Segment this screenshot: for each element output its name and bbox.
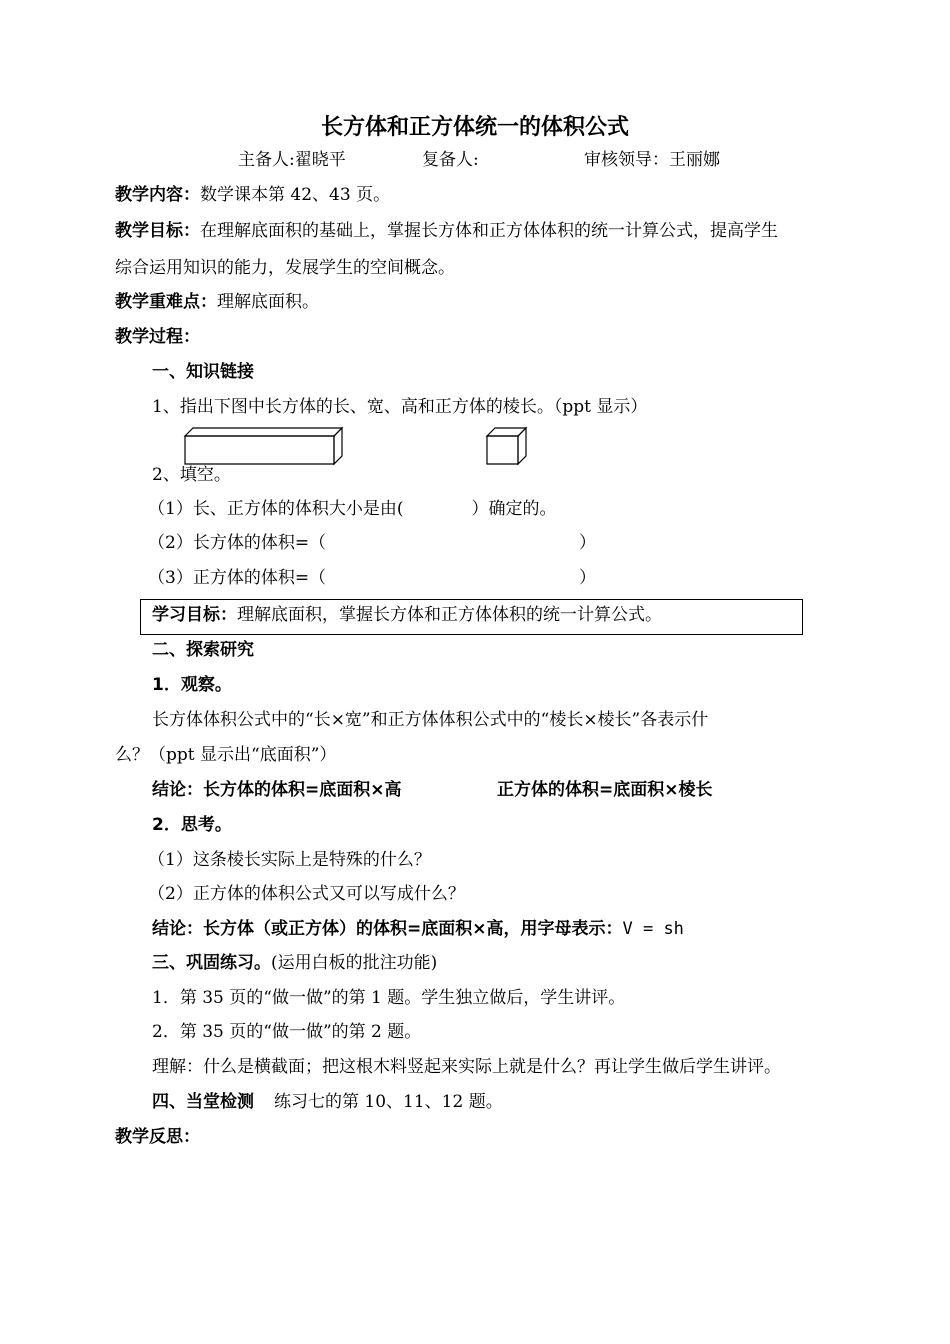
think-question-1: （1）这条棱长实际上是特殊的什么？ [148,850,431,870]
section2-heading: 二、探索研究 [152,640,254,660]
think-question-2: （2）正方体的体积公式又可以写成什么？ [148,884,465,904]
reflection-label: 教学反思： [115,1127,200,1147]
fill-blank-3-right: ） [579,568,596,588]
objective-text-line1: 在理解底面积的基础上，掌握长方体和正方体体积的统一计算公式，提高学生 [200,221,778,241]
conclusion-cuboid: 结论：长方体的体积=底面积×高 [152,780,402,800]
key-points-text: 理解底面积。 [217,292,319,312]
section1-heading: 一、知识链接 [152,362,254,382]
objective-label: 教学目标： [115,221,200,241]
conclusion-unified [152,917,684,941]
fill-blank-3-left: （3）正方体的体积=（ [148,568,327,588]
objective-row [115,219,778,243]
conclusion-cube: 正方体的体积=底面积×棱长 [497,780,713,800]
learning-goal-label: 学习目标： [152,605,237,625]
fill-blank-1: （1）长、正方体的体积大小是由( ）确定的。 [148,499,557,519]
section3-heading: 三、巩固练习。 [152,953,271,973]
learning-goal-row [152,603,662,627]
objective-text-line2: 综合运用知识的能力，发展学生的空间概念。 [115,258,455,278]
fill-blank-2-left: （2）长方体的体积=（ [148,533,327,553]
conclusion-unified-text: 结论：长方体（或正方体）的体积=底面积×高，用字母表示： [152,919,623,939]
section4-row [152,1090,503,1114]
section1-item1: 1、指出下图中长方体的长、宽、高和正方体的棱长。（ppt 显示） [152,397,648,417]
exercise-2: 2．第 35 页的“做一做”的第 2 题。 [152,1022,422,1042]
reviewer: 审核领导：王丽娜 [584,150,720,170]
content-text: 数学课本第 42、43 页。 [200,185,391,205]
content-label: 教学内容： [115,185,200,205]
cube-figure [484,426,532,468]
section2-para-line1: 长方体体积公式中的“长×宽”和正方体体积公式中的“棱长×棱长”各表示什 [152,710,709,730]
process-label: 教学过程： [115,327,200,347]
section2-sub1: 1．观察。 [152,675,232,695]
section1-item2: 2、填空。 [152,465,231,485]
volume-formula: V = sh [622,919,684,939]
exercise-1: 1．第 35 页的“做一做”的第 1 题。学生独立做后，学生讲评。 [152,988,626,1008]
section4-heading: 四、当堂检测 [152,1092,254,1112]
cuboid-figure [182,426,347,468]
content-row [115,183,390,207]
section4-text: 练习七的第 10、11、12 题。 [274,1092,503,1112]
key-points-row [115,290,319,314]
exercise-3: 理解：什么是横截面；把这根木料竖起来实际上就是什么？再让学生做后学生讲评。 [152,1057,781,1077]
main-preparer: 主备人:翟晓平 [238,150,346,170]
section3-note: (运用白板的批注功能) [271,953,438,973]
section3-heading-row [152,951,437,975]
learning-goal-text: 理解底面积，掌握长方体和正方体体积的统一计算公式。 [237,605,662,625]
key-points-label: 教学重难点： [115,292,217,312]
co-preparer: 复备人: [422,150,479,170]
fill-blank-2-right: ） [579,533,596,553]
page-title: 长方体和正方体统一的体积公式 [320,115,629,140]
section2-sub2: 2．思考。 [152,815,232,835]
section2-para-line2: 么？（ppt 显示出“底面积”） [115,745,337,765]
